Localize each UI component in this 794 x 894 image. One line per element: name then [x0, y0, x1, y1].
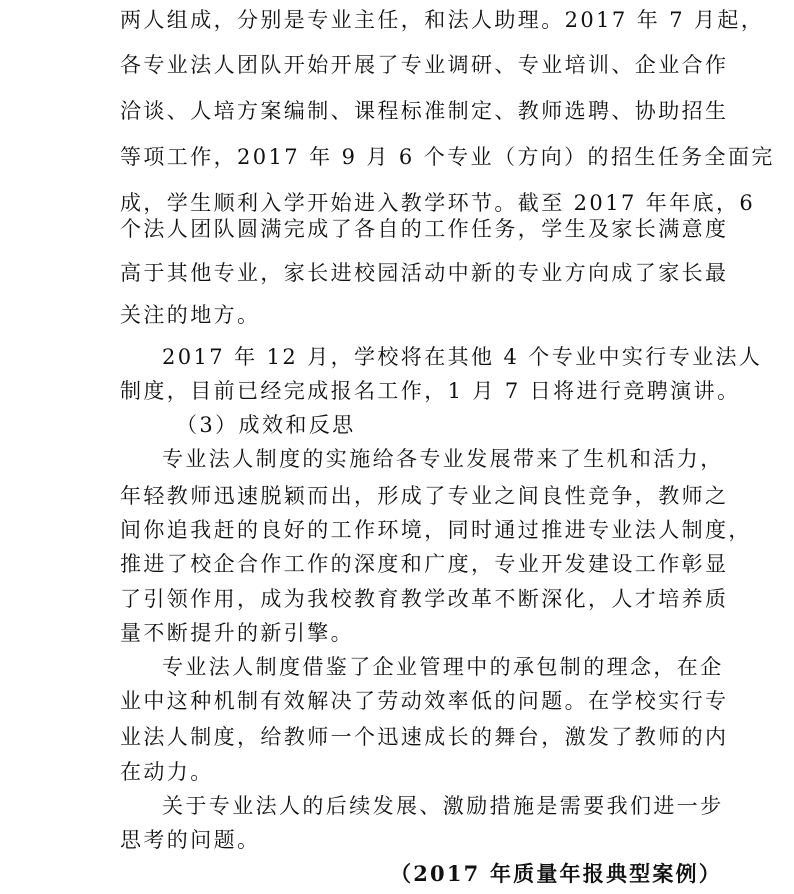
paragraph-4-line-4: 在动力。: [120, 760, 214, 784]
paragraph-1-line-6: 个法人团队圆满完成了各自的工作任务，学生及家长满意度: [120, 217, 729, 241]
paragraph-1-line-2: 各专业法人团队开始开展了专业调研、专业培训、企业合作: [120, 53, 729, 77]
paragraph-3-line-2: 年轻教师迅速脱颖而出，形成了专业之间良性竞争，教师之: [120, 484, 729, 508]
case-source-note: （2017 年质量年报典型案例）: [390, 861, 722, 886]
paragraph-5-line-1: 关于专业法人的后续发展、激励措施是需要我们进一步: [162, 794, 724, 818]
paragraph-1-line-4: 等项工作，2017 年 9 月 6 个专业（方向）的招生任务全面完: [120, 145, 775, 169]
paragraph-1-line-5: 成，学生顺利入学开始进入教学环节。截至 2017 年年底，6: [120, 191, 756, 215]
paragraph-2-line-2: 制度，目前已经完成报名工作，1 月 7 日将进行竞聘演讲。: [120, 379, 741, 403]
paragraph-1-line-1: 两人组成，分别是专业主任，和法人助理。2017 年 7 月起，: [120, 8, 765, 32]
paragraph-1-line-3: 洽谈、人培方案编制、课程标准制定、教师选聘、协助招生: [120, 99, 729, 123]
paragraph-5-line-2: 思考的问题。: [120, 828, 261, 852]
paragraph-4-line-2: 业中这种机制有效解决了劳动效率低的问题。在学校实行专: [120, 689, 729, 713]
paragraph-1-line-8: 关注的地方。: [120, 303, 261, 327]
section-heading: （3）成效和反思: [176, 413, 356, 437]
paragraph-3-line-1: 专业法人制度的实施给各专业发展带来了生机和活力，: [162, 447, 724, 471]
paragraph-3-line-3: 间你追我赶的良好的工作环境，同时通过推进专业法人制度，: [120, 518, 752, 542]
paragraph-4-line-1: 专业法人制度借鉴了企业管理中的承包制的理念，在企: [162, 655, 724, 679]
paragraph-4-line-3: 业法人制度，给教师一个迅速成长的舞台，激发了教师的内: [120, 725, 729, 749]
paragraph-3-line-4: 推进了校企合作工作的深度和广度，专业开发建设工作彰显: [120, 552, 729, 576]
paragraph-1-line-7: 高于其他专业，家长进校园活动中新的专业方向成了家长最: [120, 261, 729, 285]
paragraph-2-line-1: 2017 年 12 月，学校将在其他 4 个专业中实行专业法人: [162, 345, 763, 369]
paragraph-3-line-6: 量不断提升的新引擎。: [120, 621, 354, 645]
paragraph-3-line-5: 了引领作用，成为我校教育教学改革不断深化，人才培养质: [120, 587, 729, 611]
